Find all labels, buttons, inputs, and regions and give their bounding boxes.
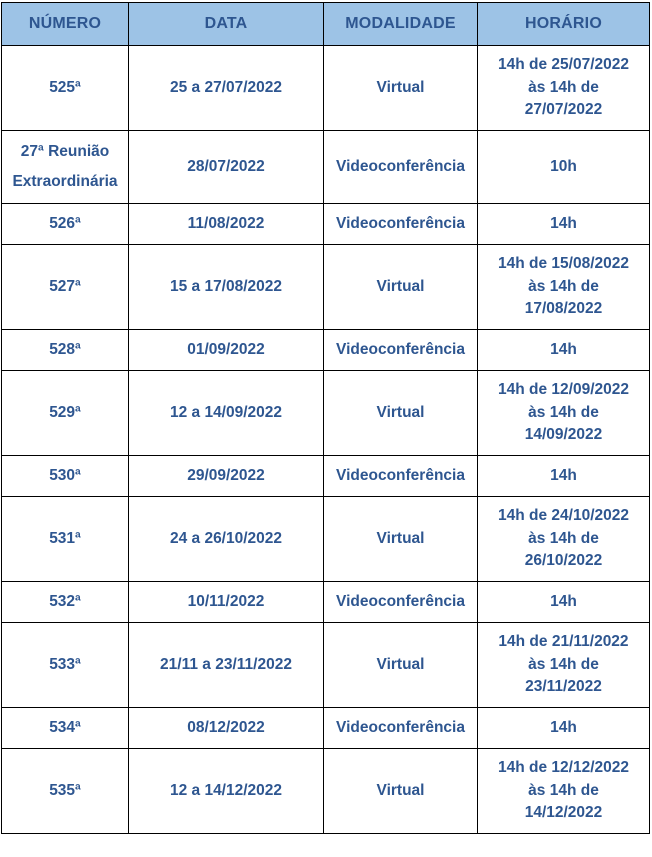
cell-data: 10/11/2022 <box>129 582 324 623</box>
cell-numero: 535ª <box>2 749 129 834</box>
cell-horario: 14h <box>478 708 650 749</box>
table-row <box>2 371 650 456</box>
header-data: DATA <box>129 3 324 46</box>
cell-horario <box>478 371 650 456</box>
horario-line: 23/11/2022 <box>525 678 602 696</box>
cell-modalidade: Videoconferência <box>324 204 478 245</box>
cell-data: 12 a 14/09/2022 <box>129 371 324 456</box>
cell-modalidade: Videoconferência <box>324 456 478 497</box>
cell-data: 11/08/2022 <box>129 204 324 245</box>
header-modalidade: MODALIDADE <box>324 3 478 46</box>
cell-data: 29/09/2022 <box>129 456 324 497</box>
cell-data: 12 a 14/12/2022 <box>129 749 324 834</box>
horario-line: 27/07/2022 <box>524 101 603 119</box>
cell-numero: 534ª <box>2 708 129 749</box>
table-row <box>2 497 650 582</box>
cell-horario <box>478 623 650 708</box>
table-row <box>2 245 650 330</box>
horario-line: às 14h de <box>528 277 599 295</box>
horario-line: às 14h de <box>528 781 599 799</box>
cell-horario: 14h <box>478 204 650 245</box>
numero-line: Extraordinária <box>12 173 118 190</box>
cell-data: 28/07/2022 <box>129 131 324 204</box>
horario-line: às 14h de <box>528 403 599 421</box>
cell-data: 01/09/2022 <box>129 330 324 371</box>
horario-line: 14h de 12/12/2022 <box>498 759 629 777</box>
cell-numero: 527ª <box>2 245 129 330</box>
header-numero: NÚMERO <box>2 3 129 46</box>
horario-line: 14/12/2022 <box>524 804 603 822</box>
horario-line: 14h de 25/07/2022 <box>498 56 629 74</box>
table-row <box>2 204 650 245</box>
horario-line: às 14h de <box>528 655 599 673</box>
cell-modalidade: Virtual <box>324 46 478 131</box>
table-row <box>2 131 650 204</box>
horario-line: 14/09/2022 <box>524 426 603 444</box>
cell-numero <box>2 131 129 204</box>
horario-line: 14h de 24/10/2022 <box>498 507 629 525</box>
cell-numero: 525ª <box>2 46 129 131</box>
cell-modalidade: Virtual <box>324 749 478 834</box>
table-row <box>2 623 650 708</box>
horario-line: às 14h de <box>528 78 599 96</box>
table-header-row <box>2 3 650 46</box>
table-row <box>2 330 650 371</box>
cell-numero: 531ª <box>2 497 129 582</box>
cell-horario: 10h <box>478 131 650 204</box>
cell-numero: 532ª <box>2 582 129 623</box>
table-row <box>2 749 650 834</box>
cell-modalidade: Videoconferência <box>324 330 478 371</box>
cell-horario: 14h <box>478 582 650 623</box>
horario-line: 14h de 12/09/2022 <box>498 381 629 399</box>
cell-horario <box>478 46 650 131</box>
cell-horario: 14h <box>478 330 650 371</box>
horario-line: 26/10/2022 <box>524 552 603 570</box>
horario-line: 14h de 21/11/2022 <box>498 633 629 651</box>
cell-horario: 14h <box>478 456 650 497</box>
meeting-schedule-table <box>1 2 650 834</box>
table-row <box>2 456 650 497</box>
horario-line: 17/08/2022 <box>524 300 603 318</box>
cell-numero: 526ª <box>2 204 129 245</box>
cell-data: 08/12/2022 <box>129 708 324 749</box>
cell-data: 25 a 27/07/2022 <box>129 46 324 131</box>
numero-line: 27ª Reunião <box>20 143 110 160</box>
horario-line: 14h de 15/08/2022 <box>498 255 629 273</box>
cell-horario <box>478 749 650 834</box>
horario-line: às 14h de <box>528 529 599 547</box>
cell-numero: 530ª <box>2 456 129 497</box>
cell-horario <box>478 245 650 330</box>
cell-horario <box>478 497 650 582</box>
table-row <box>2 708 650 749</box>
cell-modalidade: Videoconferência <box>324 131 478 204</box>
cell-modalidade: Virtual <box>324 497 478 582</box>
table-row <box>2 582 650 623</box>
cell-modalidade: Virtual <box>324 623 478 708</box>
cell-modalidade: Virtual <box>324 371 478 456</box>
cell-numero: 528ª <box>2 330 129 371</box>
cell-data: 24 a 26/10/2022 <box>129 497 324 582</box>
cell-data: 15 a 17/08/2022 <box>129 245 324 330</box>
cell-modalidade: Videoconferência <box>324 708 478 749</box>
cell-modalidade: Videoconferência <box>324 582 478 623</box>
table-row <box>2 46 650 131</box>
cell-data: 21/11 a 23/11/2022 <box>129 623 324 708</box>
cell-modalidade: Virtual <box>324 245 478 330</box>
cell-numero: 529ª <box>2 371 129 456</box>
cell-numero: 533ª <box>2 623 129 708</box>
header-horario: HORÁRIO <box>478 3 650 46</box>
